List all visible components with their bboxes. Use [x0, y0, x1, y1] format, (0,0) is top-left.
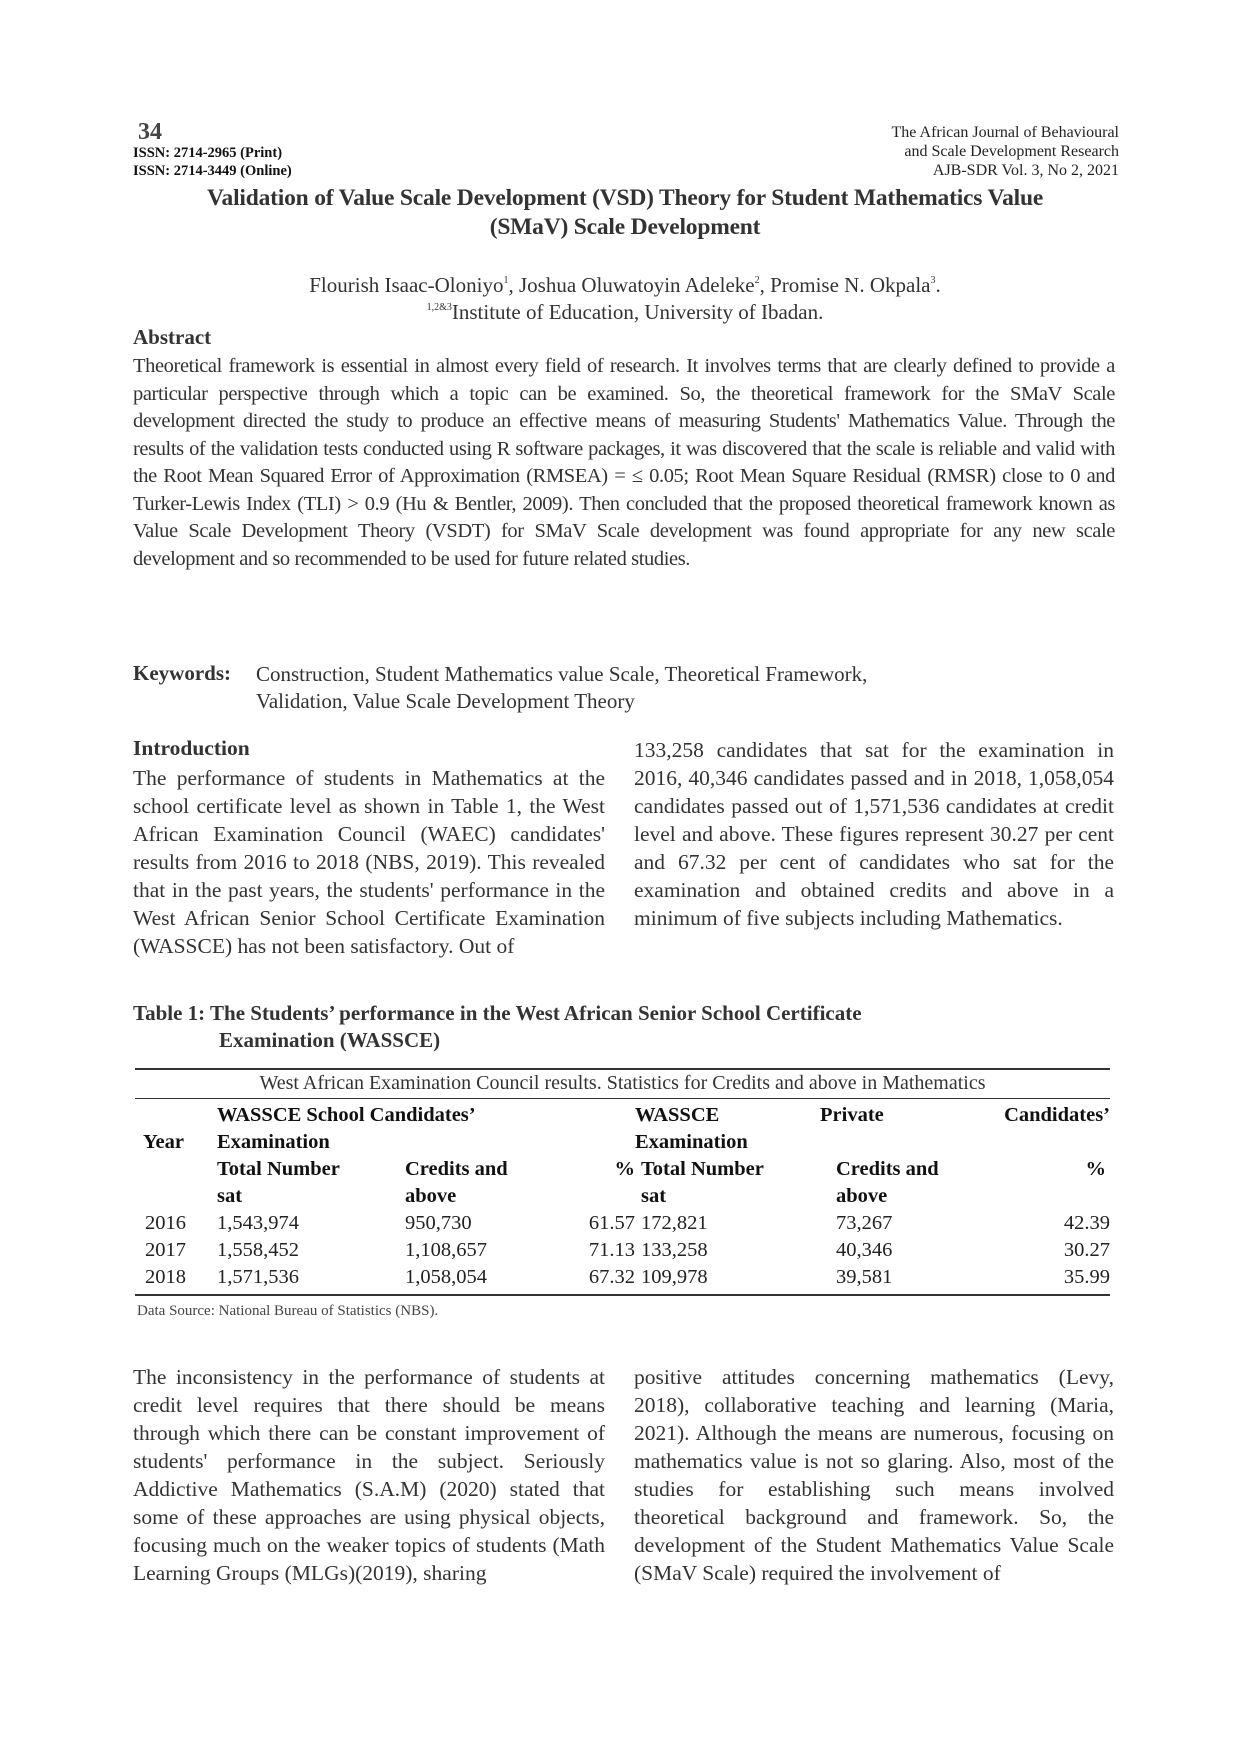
cell-private-pct: 35.99: [1063, 1266, 1110, 1288]
table-header-row: [135, 1102, 1110, 1129]
issn-online: ISSN: 2714-3449 (Online): [133, 163, 292, 179]
cell-school-pct: 67.32: [588, 1266, 635, 1288]
author-sup: 1: [503, 275, 509, 286]
keywords-text: [256, 661, 1116, 715]
abstract-text: Theoretical framework is essential in almost every field of research. It involves terms that are clearly defined to provide a particular perspective through which a topic can be examined. So, the theoretical framework for the SMaV Scale development directed the study to produce an effective means of measuring Students' Mathematics Value. Through the results of the validation tests conducted using R software packages, it was discovered that the scale is reliable and valid with the Root Mean Squared Error of Approximation (RMSEA) = ≤ 0.05; Root Mean Square Residual (RMSR) close to 0 and Turker-Lewis Index (TLI) > 0.9 (Hu & Bentler, 2009). Then concluded that the proposed theoretical framework known as Value Scale Development Theory (VSDT) for SMaV Scale development was found appropriate for any new scale development and so recommended to be used for future related studies.: [133, 355, 1115, 570]
journal-name-line1: The African Journal of Behavioural: [891, 124, 1119, 141]
cell-year: 2017: [145, 1239, 186, 1261]
header-school-credits: Credits and: [405, 1158, 508, 1180]
header-school-group: WASSCE School Candidates’: [217, 1104, 476, 1126]
title-line1: Validation of Value Scale Development (VSD) Theory for Student Mathematics Value: [206, 185, 1044, 211]
cell-school-credits: 950,730: [405, 1212, 472, 1234]
cell-school-pct: 61.57: [588, 1212, 635, 1234]
table-header-row: [135, 1156, 1110, 1183]
header-school-total: Total Number: [217, 1158, 340, 1180]
table-subtitle: West African Examination Council results. Statistics for Credits and above in Mathematics: [259, 1072, 986, 1094]
cell-school-total: 1,558,452: [217, 1239, 299, 1261]
journal-info: [892, 123, 1119, 180]
author-separator: ,: [759, 273, 771, 297]
cell-year: 2018: [145, 1266, 186, 1288]
table-caption: [133, 1000, 862, 1054]
cell-school-pct: 71.13: [588, 1239, 635, 1261]
author-name: Joshua Oluwatoyin Adeleke: [518, 273, 755, 297]
cell-school-credits: 1,108,657: [405, 1239, 487, 1261]
header-private-candidates: Candidates’: [1004, 1104, 1110, 1126]
table-row: [135, 1237, 1110, 1264]
header-school-total-2: sat: [217, 1185, 243, 1207]
header-year: Year: [143, 1131, 184, 1153]
abstract-heading: Abstract: [133, 325, 212, 349]
cell-school-total: 1,543,974: [217, 1212, 299, 1234]
table-row: [135, 1210, 1110, 1237]
table-caption-line1: Table 1: The Students’ performance in the West African Senior School Certificate: [133, 1001, 862, 1025]
journal-volume: AJB-SDR Vol. 3, No 2, 2021: [932, 162, 1119, 179]
issn-print: ISSN: 2714-2965 (Print): [133, 145, 283, 161]
affiliation-sup: 1,2&3: [426, 302, 452, 313]
cell-private-total: 172,821: [641, 1212, 708, 1234]
author-name: Promise N. Okpala: [770, 273, 931, 297]
keywords-line2: Validation, Value Scale Development Theory: [256, 689, 635, 713]
table-header-row: [135, 1183, 1110, 1210]
table-header-rule: [135, 1098, 1110, 1099]
cell-private-credits: 73,267: [836, 1212, 893, 1234]
table-bottom-rule: [135, 1294, 1110, 1296]
affiliation: [130, 295, 1120, 325]
paper-title: [130, 184, 1120, 242]
cell-school-total: 1,571,536: [217, 1266, 299, 1288]
header-school-exam: Examination: [217, 1131, 330, 1153]
cell-private-credits: 40,346: [836, 1239, 893, 1261]
header-private-credits: Credits and: [836, 1158, 939, 1180]
affiliation-text: Institute of Education, University of Ibadan.: [451, 300, 824, 324]
author-name: Flourish Isaac-Oloniyo: [309, 273, 504, 297]
introduction-right-column: 133,258 candidates that sat for the examination in 2016, 40,346 candidates passed and in 2018, 1,058,054 candidates passed out of 1,571,536 candidates at credit level and above. These figures represent 30.27 per cent and 67.32 per cent of candidates who sat for the examination and obtained credits and above in a minimum of five subjects including Mathematics.: [634, 738, 1114, 930]
header-private-total-2: sat: [641, 1185, 667, 1207]
header-private-private: Private: [820, 1104, 884, 1126]
author-separator: .: [935, 273, 941, 297]
journal-name-line2: and Scale Development Research: [904, 143, 1119, 160]
body-left-column: The inconsistency in the performance of students at credit level requires that there should be means through which there can be constant improvement of students' performance in the subject. Seriously Addictive Mathematics (S.A.M) (2020) stated that some of these approaches are using physical objects, focusing much on the weaker topics of students (Math Learning Groups (MLGs)(2019), sharing: [133, 1365, 605, 1585]
cell-private-total: 133,258: [641, 1239, 708, 1261]
header-private-credits-2: above: [836, 1185, 888, 1207]
cell-private-pct: 42.39: [1063, 1212, 1110, 1234]
body-right-column: positive attitudes concerning mathematics (Levy, 2018), collaborative teaching and learning (Maria, 2021). Although the means are numerous, focusing on mathematics value is not so glaring. Also, most of the studies for establishing such means involved theoretical background and framework. So, the development of the Student Mathematics Value Scale (SMaV Scale) required the involvement of: [634, 1365, 1114, 1585]
cell-private-total: 109,978: [641, 1266, 708, 1288]
header-private-exam: Examination: [635, 1131, 748, 1153]
header-private-pct: %: [1085, 1158, 1106, 1180]
cell-school-credits: 1,058,054: [405, 1266, 487, 1288]
table-top-rule: [135, 1068, 1110, 1070]
header-private-wassce: WASSCE: [635, 1104, 720, 1126]
author-sup: 3: [930, 275, 936, 286]
table-header-row: [135, 1129, 1110, 1156]
title-line2: (SMaV) Scale Development: [489, 214, 761, 240]
results-table: [135, 1102, 1110, 1291]
table-row: [135, 1264, 1110, 1291]
keywords-line1: Construction, Student Mathematics value Scale, Theoretical Framework,: [256, 662, 868, 686]
table-source-note: Data Source: National Bureau of Statistics (NBS).: [137, 1303, 439, 1319]
header-school-pct: %: [614, 1158, 635, 1180]
author-sup: 2: [754, 275, 760, 286]
keywords-label: Keywords:: [133, 661, 231, 685]
header-private-total: Total Number: [641, 1158, 764, 1180]
cell-private-credits: 39,581: [836, 1266, 893, 1288]
author-list: [130, 268, 1120, 298]
header-school-credits-2: above: [405, 1185, 457, 1207]
introduction-heading: Introduction: [133, 736, 250, 760]
introduction-left-column: The performance of students in Mathematics at the school certificate level as shown in Table 1, the West African Examination Council (WAEC) candidates' results from 2016 to 2018 (NBS, 2019). This revealed that in the past years, the students' performance in the West African Senior School Certificate Examination (WASSCE) has not been satisfactory. Out of: [133, 766, 605, 958]
cell-private-pct: 30.27: [1063, 1239, 1110, 1261]
cell-year: 2016: [145, 1212, 186, 1234]
author-separator: ,: [508, 273, 519, 297]
page-number: 34: [138, 119, 162, 145]
table-caption-line2: Examination (WASSCE): [219, 1028, 441, 1052]
